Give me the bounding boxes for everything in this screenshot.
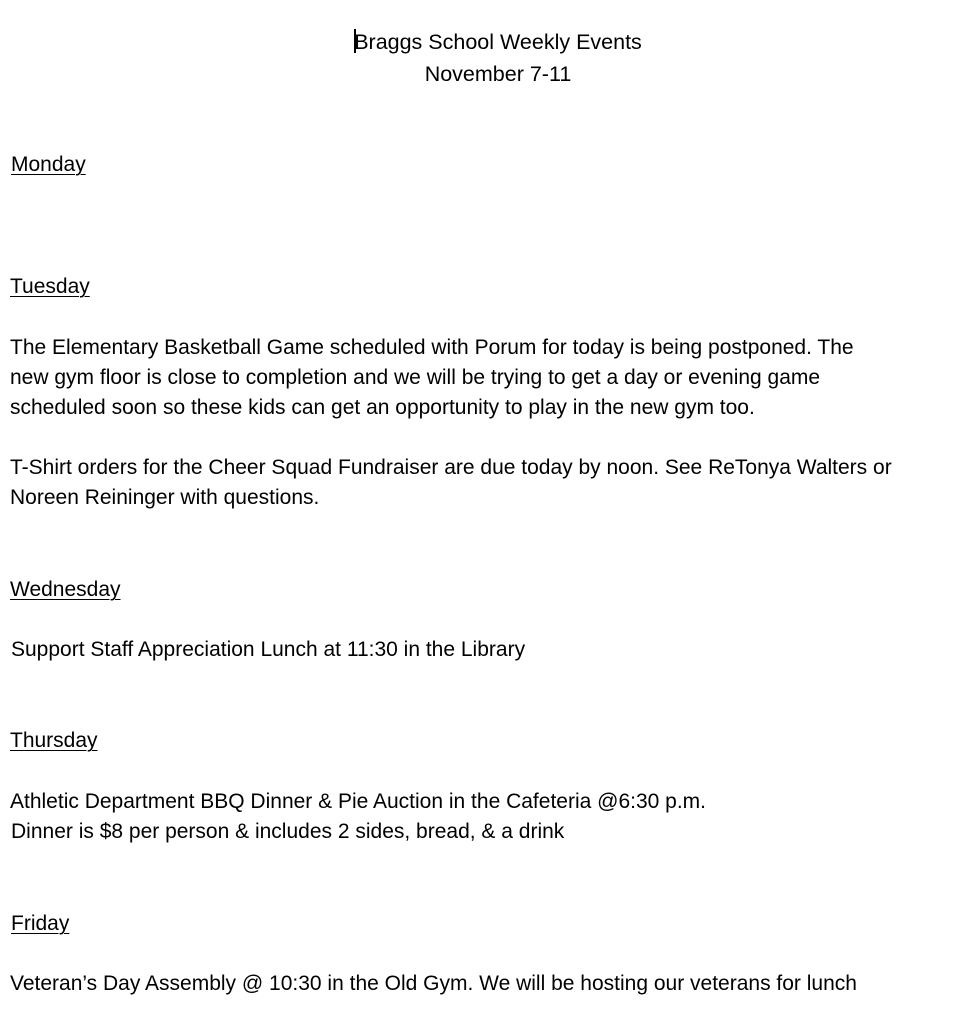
- paragraph-line: Dinner is $8 per person & includes 2 sides, bread, & a drink: [11, 820, 565, 843]
- document-title: Braggs School Weekly Events: [354, 30, 642, 54]
- heading-wednesday: Wednesday: [10, 578, 121, 601]
- wednesday-paragraph: [11, 635, 976, 665]
- paragraph-line: Veteran’s Day Assembly @ 10:30 in the Old Gym. We will be hosting our veterans for lunch: [10, 972, 857, 995]
- paragraph-line: Support Staff Appreciation Lunch at 11:30 in the Library: [11, 638, 526, 661]
- tuesday-paragraph-tshirts: [10, 453, 976, 513]
- tuesday-paragraph-basketball: [10, 333, 976, 423]
- paragraph-line: new gym floor is close to completion and we will be trying to get a day or evening game: [10, 366, 821, 389]
- document-dates: November 7-11: [424, 62, 572, 86]
- paragraph-line: The Elementary Basketball Game scheduled with Porum for today is being postponed. The: [10, 336, 854, 359]
- paragraph-line: scheduled soon so these kids can get an opportunity to play in the new gym too.: [10, 396, 755, 419]
- document-header: [0, 26, 976, 90]
- heading-monday: Monday: [11, 153, 86, 176]
- document-title-line: [0, 26, 976, 58]
- heading-thursday: Thursday: [10, 729, 98, 752]
- friday-paragraph: [10, 969, 976, 999]
- paragraph-line: Athletic Department BBQ Dinner & Pie Auction in the Cafeteria @6:30 p.m.: [10, 790, 706, 813]
- thursday-paragraph: [10, 787, 976, 847]
- heading-friday: Friday: [11, 912, 70, 935]
- heading-tuesday: Tuesday: [10, 275, 90, 298]
- paragraph-line: Noreen Reininger with questions.: [10, 486, 320, 509]
- paragraph-line: T-Shirt orders for the Cheer Squad Fundraiser are due today by noon. See ReTonya Walters or: [10, 456, 892, 479]
